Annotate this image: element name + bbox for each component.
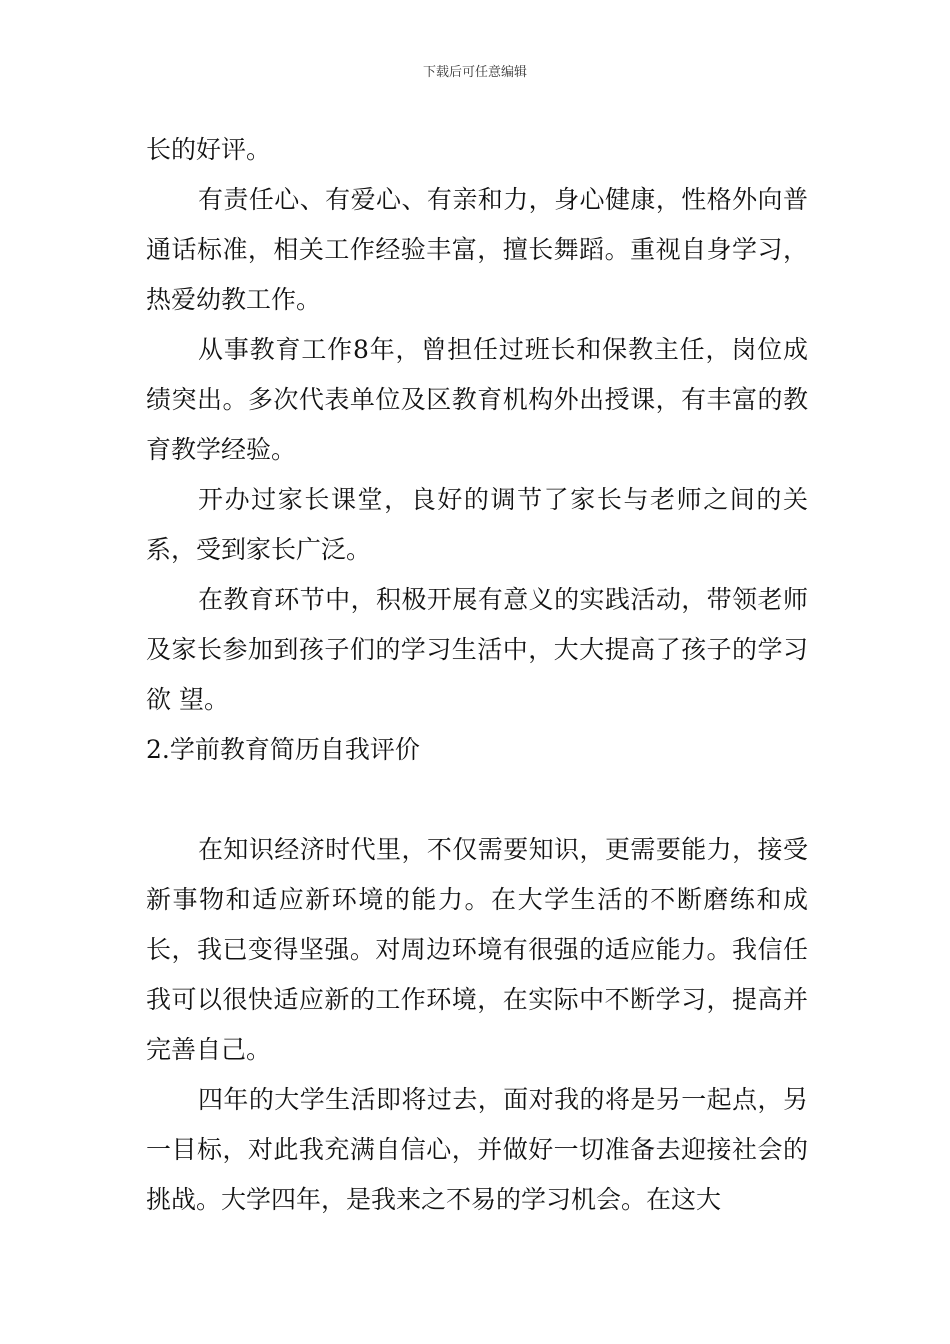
paragraph-experience: 从事教育工作8年，曾担任过班长和保教主任，岗位成绩突出。多次代表单位及区教育机构外出授课，有丰富的教育教学经验。 [146, 335, 808, 464]
paragraph-self-evaluation-2: 四年的大学生活即将过去，面对我的将是另一起点，另一目标，对此我充满自信心，并做好一切准备去迎接社会的挑战。大学四年，是我来之不易的学习机会。在这大 [146, 1085, 808, 1214]
paragraph-continuation: 长的好评。 [146, 135, 272, 164]
document-body [146, 125, 808, 1225]
header-note: 下载后可任意编辑 [422, 65, 527, 80]
section-gap [146, 775, 808, 825]
paragraph-activities: 在教育环节中，积极开展有意义的实践活动，带领老师及家长参加到孩子们的学习生活中，大大提高了孩子的学习欲 望。 [146, 585, 808, 714]
paragraph-parent-class: 开办过家长课堂，良好的调节了家长与老师之间的关系，受到家长广泛。 [146, 485, 808, 564]
paragraph-qualities: 有责任心、有爱心、有亲和力，身心健康，性格外向普通话标准，相关工作经验丰富，擅长舞蹈。重视自身学习，热爱幼教工作。 [146, 185, 808, 314]
section-heading: 2.学前教育简历自我评价 [146, 735, 420, 764]
paragraph-self-evaluation-1: 在知识经济时代里，不仅需要知识，更需要能力，接受新事物和适应新环境的能力。在大学生活的不断磨练和成长，我已变得坚强。对周边环境有很强的适应能力。我信任我可以很快适应新的工作环境，在实际中不断学习，提高并完善自己。 [146, 835, 808, 1064]
